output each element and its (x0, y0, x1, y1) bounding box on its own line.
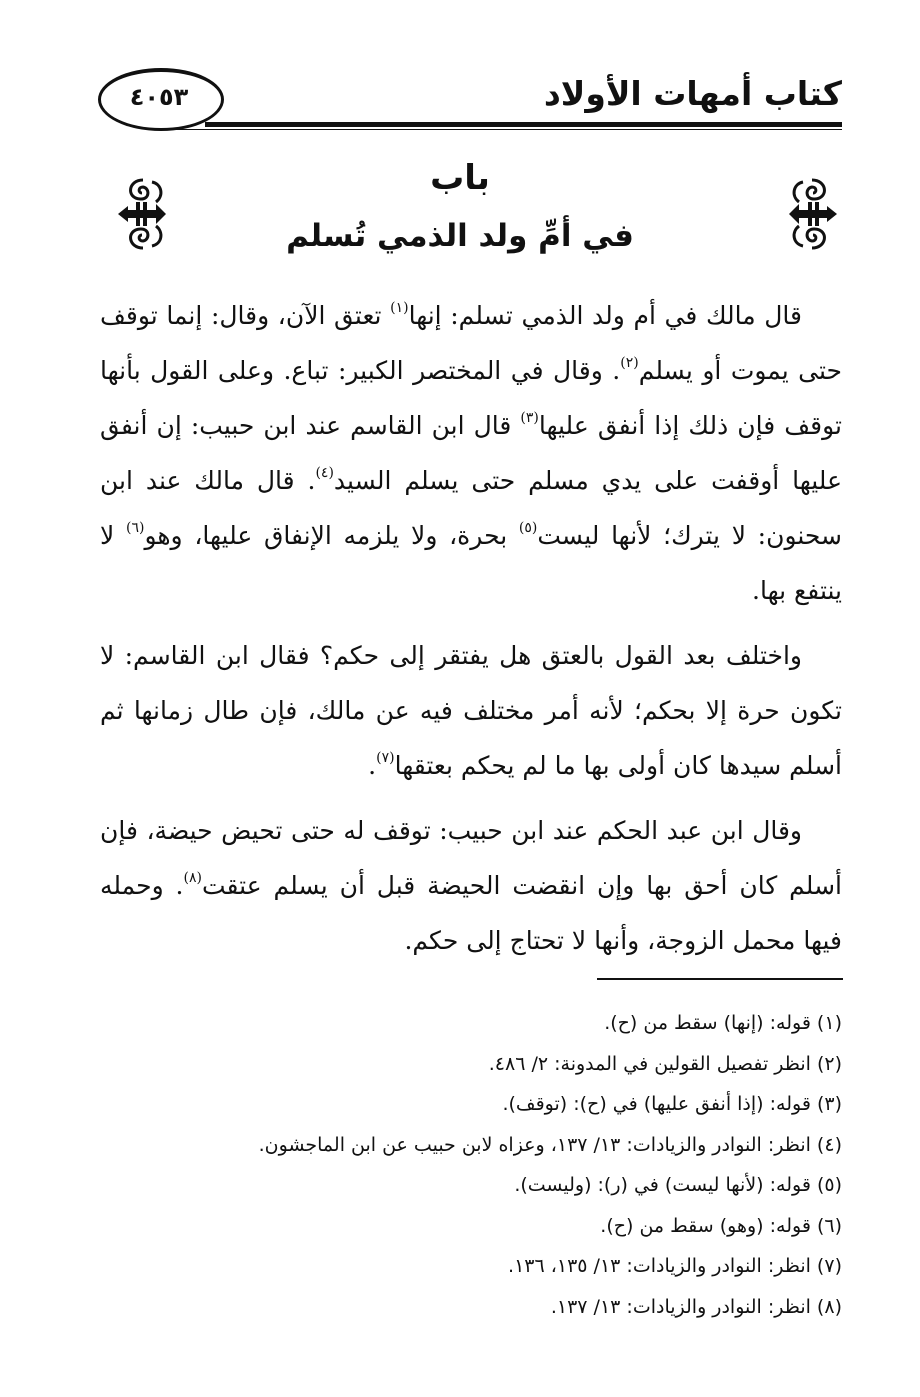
paragraph-text: . وحمله فيها محمل الزوجة، وأنها لا تحتاج إلى حكم. (100, 871, 842, 955)
body-paragraph (100, 288, 842, 618)
paragraph-text: قال مالك في أم ولد الذمي تسلم: إنها (408, 301, 802, 330)
footnote-item: (٤) انظر: النوادر والزيادات: ١٣/ ١٣٧، وعزاه لابن حبيب عن ابن الماجشون. (258, 1133, 842, 1156)
paragraph-text: وقال ابن عبد الحكم عند ابن حبيب: توقف له حتى تحيض حيضة، فإن أسلم كان أحق بها وإن انقضت الحيضة قبل أن يسلم عتقت (100, 816, 842, 900)
footnote-reference: (٧) (376, 750, 395, 766)
paragraph-text: تعتق الآن، وقال: إنما توقف حتى يموت أو يسلم (100, 301, 842, 385)
footnote-item: (٧) انظر: النوادر والزيادات: ١٣/ ١٣٥، ١٣٦. (508, 1255, 842, 1277)
footnote-reference: (٣) (520, 410, 539, 426)
paragraph-text: قال ابن القاسم عند ابن حبيب: إن أنفق عليها أوقفت على يدي مسلم حتى يسلم السيد (100, 411, 843, 495)
footnote-item: (٣) قوله: (إذا أنفق عليها) في (ح): (توقف). (502, 1093, 842, 1115)
body-paragraph (100, 628, 842, 793)
footnote-reference: (٦) (125, 520, 145, 536)
chapter-title: في أمِّ ولد الذمي تُسلم (286, 218, 634, 254)
paragraph-text: لا ينتفع بها. (100, 521, 842, 605)
page-number: ٤٠٥٣ (129, 83, 189, 111)
header-rule-thin (160, 129, 842, 130)
footnote-reference: (٤) (315, 465, 334, 481)
paragraph-text: . وقال في المختصر الكبير: تباع. وعلى القول بأنها توقف فإن ذلك إذا أنفق عليها (100, 356, 842, 440)
footnotes-list (100, 1003, 842, 1327)
footnote-item: (٥) قوله: (لأنها ليست) في (ر): (وليست). (514, 1174, 842, 1196)
body-text (100, 288, 842, 978)
footnote-reference: (٥) (518, 520, 538, 536)
header-rule (205, 122, 842, 127)
body-paragraph (100, 803, 842, 968)
footnote-reference: (٢) (620, 355, 639, 371)
footnote-item: (١) قوله: (إنها) سقط من (ح). (604, 1012, 842, 1034)
footnote-item: (٨) انظر: النوادر والزيادات: ١٣/ ١٣٧. (550, 1295, 842, 1318)
paragraph-text: . قال مالك عند ابن سحنون: لا يترك؛ لأنها ليست (100, 466, 842, 550)
paragraph-text: . (368, 751, 377, 780)
footnote-reference: (٨) (183, 870, 202, 886)
chapter-label: باب (430, 158, 490, 198)
footnote-reference: (١) (390, 300, 409, 316)
footnote-separator (597, 978, 843, 980)
paragraph-text: واختلف بعد القول بالعتق هل يفتقر إلى حكم؟ فقال ابن القاسم: لا تكون حرة إلا بحكم؛ لأنه أمر مختلف فيه عن مالك، فإن طال زمانها ثم أسلم سيدها كان أولى بها ما لم يحكم بعتقها (100, 641, 842, 780)
running-title: كتاب أمهات الأولاد (543, 74, 842, 113)
paragraph-text: بحرة، ولا يلزمه الإنفاق عليها، وهو (144, 521, 519, 550)
footnote-item: (٦) قوله: (وهو) سقط من (ح). (600, 1214, 842, 1237)
footnote-item: (٢) انظر تفصيل القولين في المدونة: ٢/ ٤٨٦. (488, 1052, 842, 1075)
